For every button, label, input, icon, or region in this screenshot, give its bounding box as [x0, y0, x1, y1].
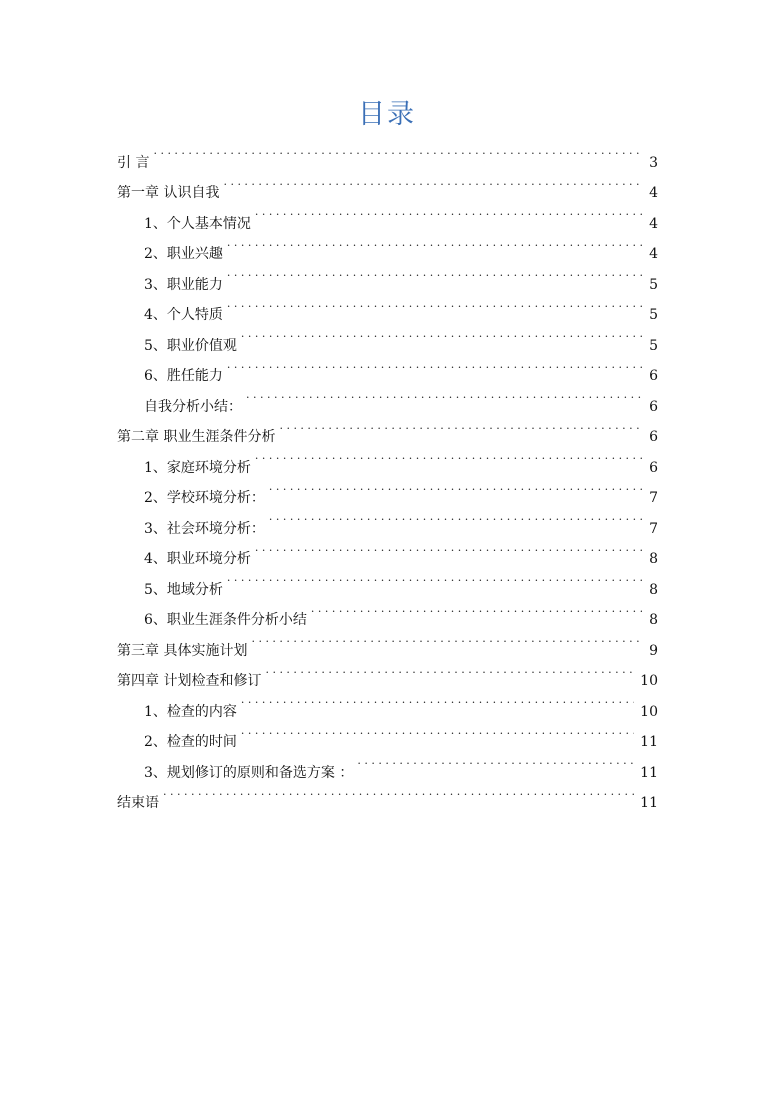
- toc-entry-label: 结束语: [117, 795, 159, 811]
- toc-entry-page-number: 8: [649, 551, 658, 567]
- toc-entry-label: 6、胜任能力: [144, 368, 223, 384]
- toc-entry-label: 引 言: [117, 154, 150, 171]
- toc-entry-page-number: 9: [649, 642, 658, 659]
- toc-entry-page-number: 4: [649, 246, 658, 262]
- toc-dot-leader: [241, 716, 634, 747]
- toc-entry-page-number: 8: [649, 612, 658, 628]
- toc-entry-page-number: 8: [649, 581, 658, 598]
- toc-dot-leader: [227, 258, 642, 289]
- toc-dot-leader: [227, 350, 642, 381]
- toc-entry-label: 1、个人基本情况: [144, 215, 251, 232]
- toc-entry-page-number: 11: [640, 764, 658, 781]
- toc-entry-label: 4、职业环境分析: [144, 551, 251, 567]
- toc-dot-leader: [269, 502, 642, 533]
- toc-entry-label: 5、职业价值观: [144, 337, 237, 354]
- toc-entry-page-number: 5: [649, 307, 658, 323]
- toc-dot-leader: [227, 228, 642, 259]
- toc-entry[interactable]: [117, 167, 658, 201]
- toc-entry-label: 第三章 具体实施计划: [117, 642, 248, 659]
- toc-entry-page-number: 5: [649, 276, 658, 293]
- toc-dot-leader: [227, 563, 642, 594]
- toc-dot-leader: [311, 594, 642, 625]
- toc-dot-leader: [241, 685, 634, 716]
- toc-entry-page-number: 6: [649, 459, 658, 476]
- toc-dot-leader: [357, 746, 634, 777]
- toc-entry-page-number: 6: [649, 429, 658, 445]
- toc-dot-leader: [251, 624, 642, 655]
- toc-entry-page-number: 11: [640, 734, 658, 750]
- toc-entry-label: 3、规划修订的原则和备选方案 ：: [144, 764, 354, 781]
- toc-entry-label: 1、家庭环境分析: [144, 459, 251, 476]
- toc-dot-leader: [153, 136, 642, 167]
- toc-entry-page-number: 7: [649, 520, 658, 537]
- toc-entry-label: 2、学校环境分析：: [144, 490, 265, 506]
- toc-dot-leader: [255, 533, 642, 564]
- toc-entry-page-number: 6: [649, 368, 658, 384]
- toc-dot-leader: [255, 441, 642, 472]
- toc-dot-leader: [255, 197, 642, 228]
- toc-entry-label: 第一章 认识自我: [117, 185, 220, 201]
- table-of-contents: [117, 136, 658, 811]
- toc-entry-label: 1、检查的内容: [144, 703, 237, 720]
- toc-entry-page-number: 3: [649, 154, 658, 171]
- toc-dot-leader: [223, 167, 642, 198]
- toc-entry-label: 4、个人特质: [144, 307, 223, 323]
- toc-entry-page-number: 6: [649, 398, 658, 415]
- toc-dot-leader: [227, 289, 642, 320]
- toc-entry-label: 2、职业兴趣: [144, 246, 223, 262]
- toc-entry-page-number: 7: [649, 490, 658, 506]
- toc-entry[interactable]: [117, 136, 658, 171]
- toc-dot-leader: [279, 411, 642, 442]
- toc-entry-label: 2、检查的时间: [144, 734, 237, 750]
- toc-dot-leader: [269, 472, 642, 503]
- toc-entry-page-number: 4: [649, 185, 658, 201]
- toc-entry-label: 第二章 职业生涯条件分析: [117, 429, 276, 445]
- toc-dot-leader: [163, 777, 634, 808]
- toc-entry-label: 自我分析小结：: [144, 398, 242, 415]
- page-title: 目录: [358, 99, 416, 130]
- toc-entry-page-number: 4: [649, 215, 658, 232]
- toc-entry-label: 5、地域分析: [144, 581, 223, 598]
- toc-dot-leader: [241, 319, 642, 350]
- toc-entry-label: 3、社会环境分析：: [144, 520, 265, 537]
- toc-entry-page-number: 5: [649, 337, 658, 354]
- toc-entry[interactable]: [117, 777, 658, 811]
- toc-entry-label: 第四章 计划检查和修订: [117, 673, 262, 689]
- toc-entry-page-number: 10: [640, 673, 658, 689]
- toc-entry-label: 3、职业能力: [144, 276, 223, 293]
- toc-dot-leader: [265, 655, 634, 686]
- toc-entry-label: 6、职业生涯条件分析小结: [144, 612, 307, 628]
- toc-entry-page-number: 10: [640, 703, 658, 720]
- toc-dot-leader: [246, 380, 642, 411]
- toc-entry-page-number: 11: [640, 795, 658, 811]
